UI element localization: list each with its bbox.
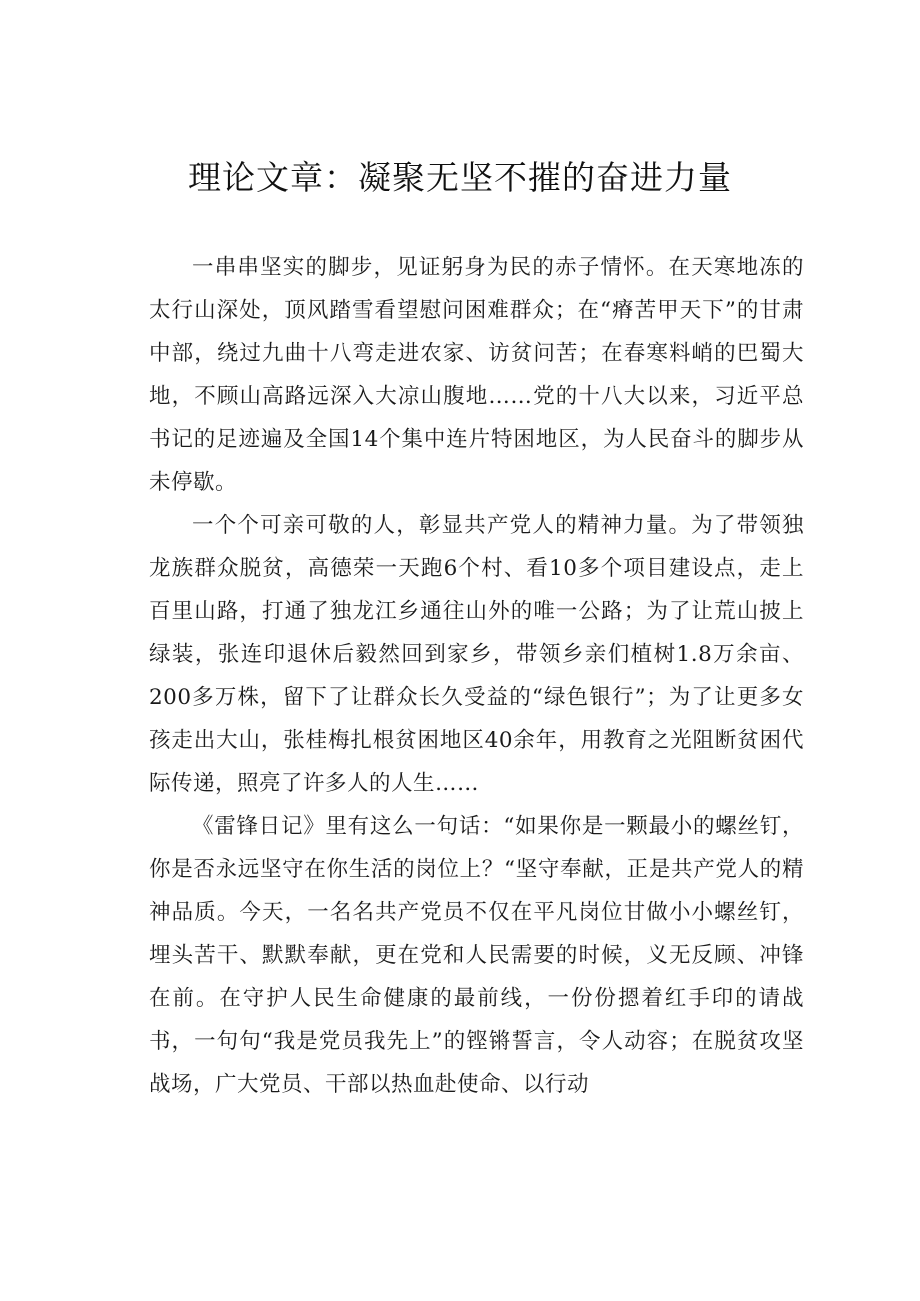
document-title: 理论文章：凝聚无坚不摧的奋进力量 [188, 158, 732, 197]
paragraph-3: 《雷锋日记》里有这么一句话：“如果你是一颗最小的螺丝钉，你是否永远坚守在你生活的岗位上？“坚守奉献，正是共产党人的精神品质。今天，一名名共产党员不仅在平凡岗位甘做小小螺丝钉，埋头苦干、默默奉献，更在党和人民需要的时候，义无反顾、冲锋在前。在守护人民生命健康的最前线，一份份摁着红手印的请战书，一句句“我是党员我先上”的铿锵誓言，令人动容；在脱贫攻坚战场，广大党员、干部以热血赴使命、以行动 [149, 814, 804, 1097]
paragraph-2: 一个个可亲可敬的人，彰显共产党人的精神力量。为了带领独龙族群众脱贫，高德荣一天跑6个村、看10多个项目建设点，走上百里山路，打通了独龙江乡通往山外的唯一公路；为了让荒山披上绿装，张连印退休后毅然回到家乡，带领乡亲们植树1.8万余亩、200多万株，留下了让群众长久受益的“绿色银行”；为了让更多女孩走出大山，张桂梅扎根贫困地区40余年，用教育之光阻断贫困代际传递，照亮了许多人的人生…… [149, 513, 804, 796]
document-body [149, 246, 804, 1106]
paragraph-1: 一串串坚实的脚步，见证躬身为民的赤子情怀。在天寒地冻的太行山深处，顶风踏雪看望慰问困难群众；在“瘠苦甲天下”的甘肃中部，绕过九曲十八弯走进农家、访贫问苦；在春寒料峭的巴蜀大地，不顾山高路远深入大凉山腹地……党的十八大以来，习近平总书记的足迹遍及全国14个集中连片特困地区，为人民奋斗的脚步从未停歇。 [149, 255, 804, 495]
